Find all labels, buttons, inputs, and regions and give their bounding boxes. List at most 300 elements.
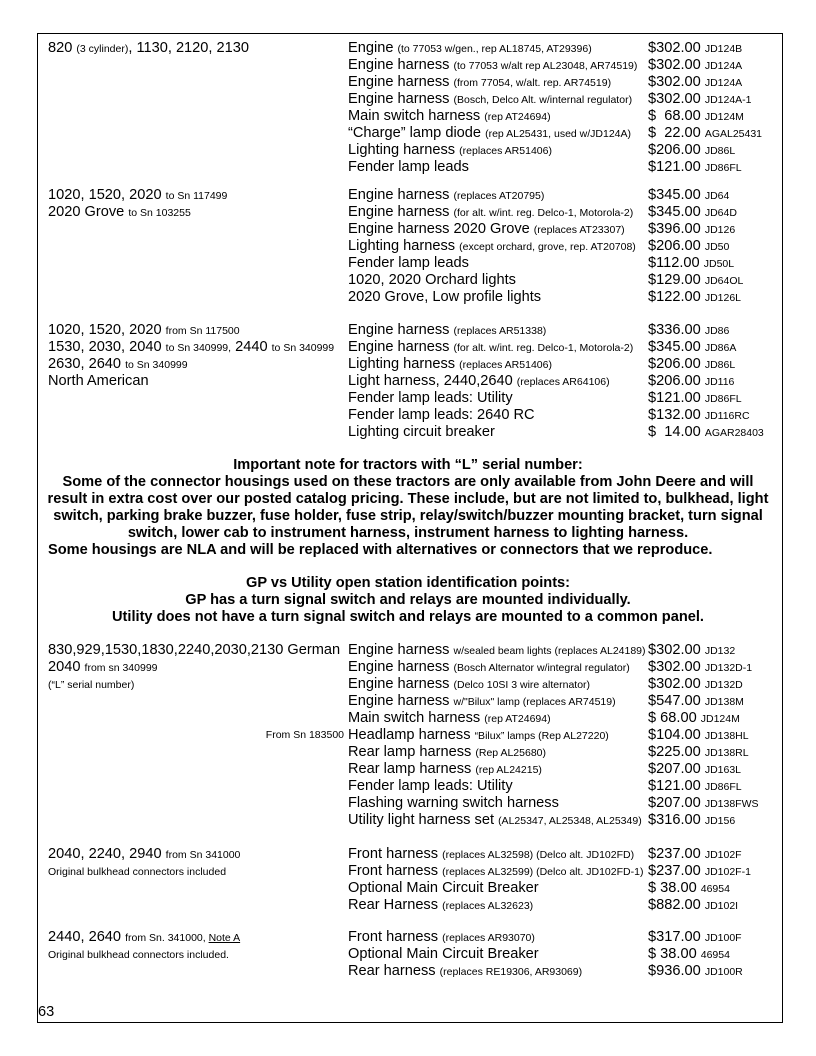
price-value: $302.00 bbox=[648, 74, 705, 90]
price-row bbox=[48, 659, 778, 676]
price-row bbox=[48, 897, 778, 914]
model-cell bbox=[48, 187, 227, 205]
price-cell bbox=[648, 407, 750, 425]
price-row bbox=[48, 204, 778, 221]
description-text: (to 77053 w/gen., rep AL18745, AT29396) bbox=[397, 43, 592, 55]
price-row bbox=[48, 761, 778, 778]
part-number: JD64OL bbox=[704, 275, 744, 287]
model-cell bbox=[48, 373, 149, 390]
note-line: Some of the connector housings used on these tractors are only available from John Deere and will bbox=[62, 474, 754, 490]
price-section-2440-late bbox=[48, 929, 778, 980]
description-text: Main switch harness bbox=[348, 710, 485, 726]
description-cell bbox=[348, 142, 552, 160]
description-text: “Charge” lamp diode bbox=[348, 125, 486, 141]
price-cell bbox=[648, 322, 729, 340]
price-value: $ 38.00 bbox=[648, 880, 701, 896]
model-text: (3 cylinder) bbox=[76, 43, 129, 55]
description-text: Main switch harness bbox=[348, 108, 485, 124]
price-cell bbox=[648, 238, 729, 256]
description-text: Engine harness 2020 Grove bbox=[348, 221, 534, 237]
description-cell bbox=[348, 963, 582, 981]
price-value: $ 38.00 bbox=[648, 946, 701, 962]
price-cell bbox=[648, 846, 742, 864]
price-value: $302.00 bbox=[648, 676, 705, 692]
price-row bbox=[48, 74, 778, 91]
model-cell bbox=[48, 322, 240, 340]
part-number: JD50 bbox=[704, 241, 730, 253]
description-text: (Rep AL25680) bbox=[475, 747, 546, 759]
description-text: Optional Main Circuit Breaker bbox=[348, 946, 539, 962]
description-cell bbox=[348, 863, 643, 881]
description-text: Flashing warning switch harness bbox=[348, 795, 559, 811]
price-value: $302.00 bbox=[648, 40, 705, 56]
price-value: $ 68.00 bbox=[648, 710, 701, 726]
part-number: JD102I bbox=[704, 900, 739, 912]
description-cell bbox=[348, 390, 513, 407]
description-text: Lighting harness bbox=[348, 356, 460, 372]
part-number: JD138FWS bbox=[704, 798, 759, 810]
part-number: AGAR28403 bbox=[704, 427, 764, 439]
part-number: JD64 bbox=[704, 190, 730, 202]
price-row bbox=[48, 727, 778, 744]
price-cell bbox=[648, 339, 736, 357]
model-text: (“L” serial number) bbox=[48, 679, 135, 691]
description-text: w/"Bilux" lamp (replaces AR74519) bbox=[453, 696, 616, 708]
part-number: JD124M bbox=[704, 111, 744, 123]
description-text: (for alt. w/int. reg. Delco-1, Motorola-2) bbox=[453, 207, 634, 219]
price-section-1020-early bbox=[48, 187, 778, 306]
description-text: Fender lamp leads bbox=[348, 255, 469, 271]
price-row bbox=[48, 108, 778, 125]
description-text: (except orchard, grove, rep. AT20708) bbox=[459, 241, 636, 253]
description-cell bbox=[348, 659, 630, 677]
price-value: $237.00 bbox=[648, 863, 705, 879]
note-line: Utility does not have a turn signal switch and relays are mounted to a common panel. bbox=[112, 609, 704, 625]
description-text: (rep AT24694) bbox=[484, 713, 551, 725]
price-value: $936.00 bbox=[648, 963, 705, 979]
price-value: $345.00 bbox=[648, 339, 705, 355]
price-value: $132.00 bbox=[648, 407, 705, 423]
description-cell bbox=[348, 204, 633, 222]
part-number: JD126 bbox=[704, 224, 736, 236]
model-text: 2630, 2640 bbox=[48, 356, 126, 372]
part-number: JD116RC bbox=[704, 410, 750, 422]
description-text: Engine harness bbox=[348, 676, 454, 692]
price-cell bbox=[648, 142, 735, 160]
description-text: Rear Harness bbox=[348, 897, 443, 913]
price-cell bbox=[648, 795, 759, 813]
part-number: AGAL25431 bbox=[704, 128, 763, 140]
price-cell bbox=[648, 727, 749, 745]
model-text: 2440 bbox=[231, 339, 272, 355]
description-text: (rep AL25431, used w/JD124A) bbox=[485, 128, 632, 140]
price-value: $207.00 bbox=[648, 795, 705, 811]
description-cell bbox=[348, 761, 542, 779]
price-row bbox=[48, 125, 778, 142]
part-number: 46954 bbox=[700, 883, 730, 895]
price-section-820-2130 bbox=[48, 40, 778, 176]
description-cell bbox=[348, 693, 616, 711]
price-cell bbox=[648, 693, 744, 711]
description-text: (replaces AL32598) (Delco alt. JD102FD) bbox=[442, 849, 635, 861]
part-number: JD86FL bbox=[704, 781, 742, 793]
price-cell bbox=[648, 108, 744, 126]
price-row bbox=[48, 693, 778, 710]
part-number: JD86L bbox=[704, 145, 736, 157]
note-line: Some housings are NLA and will be replaced with alternatives or connectors that we reproduce. bbox=[48, 542, 713, 558]
price-value: $121.00 bbox=[648, 390, 705, 406]
price-row bbox=[48, 187, 778, 204]
price-row bbox=[48, 356, 778, 373]
description-cell bbox=[348, 255, 469, 272]
price-row bbox=[48, 91, 778, 108]
model-cell bbox=[48, 40, 249, 58]
price-value: $207.00 bbox=[648, 761, 705, 777]
part-number: JD86L bbox=[704, 359, 736, 371]
price-value: $206.00 bbox=[648, 142, 705, 158]
description-cell bbox=[348, 778, 513, 795]
price-row bbox=[48, 238, 778, 255]
description-text: Engine harness bbox=[348, 91, 454, 107]
model-text: from Sn. 341000, bbox=[125, 932, 209, 944]
model-text: 2040 bbox=[48, 659, 85, 675]
price-value: $ 14.00 bbox=[648, 424, 705, 440]
price-cell bbox=[648, 159, 742, 177]
description-text: (Bosch, Delco Alt. w/internal regulator) bbox=[453, 94, 633, 106]
description-cell bbox=[348, 289, 541, 306]
description-text: Lighting circuit breaker bbox=[348, 424, 495, 440]
description-text: (from 77054, w/alt. rep. AR74519) bbox=[453, 77, 612, 89]
model-text: Original bulkhead connectors included. bbox=[48, 949, 229, 961]
description-cell bbox=[348, 424, 495, 441]
price-value: $345.00 bbox=[648, 187, 705, 203]
description-cell bbox=[348, 744, 546, 762]
part-number: JD116 bbox=[704, 376, 735, 388]
price-cell bbox=[648, 424, 764, 442]
part-number: JD102F-1 bbox=[704, 866, 751, 878]
part-number: JD156 bbox=[704, 815, 736, 827]
price-row bbox=[48, 744, 778, 761]
description-text: Engine harness bbox=[348, 322, 454, 338]
description-text: Engine harness bbox=[348, 642, 454, 658]
model-text: from sn 340999 bbox=[84, 662, 158, 674]
description-text: Engine harness bbox=[348, 57, 454, 73]
model-text: to Sn 103255 bbox=[128, 207, 191, 219]
model-text: to Sn 117499 bbox=[165, 190, 228, 202]
description-text: (rep AT24694) bbox=[484, 111, 551, 123]
price-value: $ 22.00 bbox=[648, 125, 705, 141]
description-text: Headlamp harness bbox=[348, 727, 475, 743]
part-number: JD100F bbox=[704, 932, 742, 944]
model-text: 2020 Grove bbox=[48, 204, 129, 220]
price-row bbox=[48, 289, 778, 306]
description-cell bbox=[348, 846, 634, 864]
price-value: $237.00 bbox=[648, 846, 705, 862]
price-cell bbox=[648, 897, 738, 915]
price-value: $316.00 bbox=[648, 812, 705, 828]
price-cell bbox=[648, 812, 735, 830]
part-number: JD102F bbox=[704, 849, 742, 861]
description-cell bbox=[348, 812, 642, 830]
model-text: North American bbox=[48, 373, 149, 389]
price-row bbox=[48, 929, 778, 946]
description-text: Engine harness bbox=[348, 74, 454, 90]
description-text: Rear lamp harness bbox=[348, 744, 476, 760]
price-row bbox=[48, 863, 778, 880]
model-cell bbox=[48, 929, 240, 947]
part-number: JD132D bbox=[704, 679, 743, 691]
description-cell bbox=[348, 727, 609, 745]
price-row bbox=[48, 812, 778, 829]
description-text: Front harness bbox=[348, 929, 443, 945]
part-number: JD132 bbox=[704, 645, 736, 657]
price-cell bbox=[648, 946, 730, 964]
price-cell bbox=[648, 390, 742, 408]
description-text: (replaces AR51406) bbox=[459, 359, 552, 371]
part-number: JD100R bbox=[704, 966, 743, 978]
description-cell bbox=[348, 74, 611, 92]
description-text: (replaces AR64106) bbox=[516, 376, 610, 388]
price-value: $302.00 bbox=[648, 57, 705, 73]
price-cell bbox=[648, 761, 741, 779]
description-text: Lighting harness bbox=[348, 142, 460, 158]
note-line: switch, lower cab to instrument harness, instrument harness to lighting harness. bbox=[127, 525, 689, 541]
description-cell bbox=[348, 187, 544, 205]
price-value: $396.00 bbox=[648, 221, 705, 237]
model-cell bbox=[48, 863, 226, 881]
price-cell bbox=[648, 40, 742, 58]
model-cell bbox=[48, 676, 134, 694]
part-number: JD86FL bbox=[704, 162, 742, 174]
price-cell bbox=[648, 963, 743, 981]
model-text: Note A bbox=[208, 932, 241, 944]
price-row bbox=[48, 880, 778, 897]
description-text: Utility light harness set bbox=[348, 812, 499, 828]
price-cell bbox=[648, 91, 752, 109]
model-text: to Sn 340999 bbox=[271, 342, 335, 354]
part-number: JD126L bbox=[704, 292, 742, 304]
description-text: Lighting harness bbox=[348, 238, 460, 254]
description-cell bbox=[348, 676, 590, 694]
description-text: Engine harness bbox=[348, 693, 454, 709]
part-number: JD138HL bbox=[704, 730, 749, 742]
note-line: switch, parking brake buzzer, fuse holder, fuse strip, relay/switch/buzzer mounting bracket, turn signal bbox=[53, 508, 763, 524]
price-cell bbox=[648, 863, 751, 881]
description-text: Optional Main Circuit Breaker bbox=[348, 880, 539, 896]
description-text: (to 77053 w/alt rep AL23048, AR74519) bbox=[453, 60, 638, 72]
price-row bbox=[48, 407, 778, 424]
price-row bbox=[48, 40, 778, 57]
price-row bbox=[48, 795, 778, 812]
model-text: 820 bbox=[48, 40, 77, 56]
price-row bbox=[48, 339, 778, 356]
description-cell bbox=[348, 322, 546, 340]
description-text: Fender lamp leads bbox=[348, 159, 469, 175]
price-row bbox=[48, 710, 778, 727]
part-number: JD124A bbox=[704, 60, 743, 72]
description-text: Fender lamp leads: Utility bbox=[348, 778, 513, 794]
price-value: $121.00 bbox=[648, 778, 705, 794]
description-text: Front harness bbox=[348, 846, 443, 862]
price-row bbox=[48, 142, 778, 159]
description-text: (for alt. w/int. reg. Delco-1, Motorola-2) bbox=[453, 342, 634, 354]
price-row bbox=[48, 322, 778, 339]
price-value: $302.00 bbox=[648, 659, 705, 675]
model-text: to Sn 340999 bbox=[125, 359, 188, 371]
price-cell bbox=[648, 125, 762, 143]
page-number: 63 bbox=[38, 1004, 55, 1020]
price-cell bbox=[648, 929, 742, 947]
description-text: 2020 Grove, Low profile lights bbox=[348, 289, 542, 305]
part-number: JD163L bbox=[704, 764, 742, 776]
description-text: (replaces AL32599) (Delco alt. JD102FD-1) bbox=[442, 866, 644, 878]
price-section-1020-late bbox=[48, 322, 778, 441]
model-cell bbox=[48, 339, 334, 357]
description-text: (replaces AR51406) bbox=[459, 145, 552, 157]
description-text: Rear lamp harness bbox=[348, 761, 476, 777]
description-cell bbox=[348, 91, 632, 109]
price-row bbox=[48, 221, 778, 238]
price-value: $302.00 bbox=[648, 642, 705, 658]
model-text: to Sn 340999, bbox=[165, 342, 232, 354]
description-cell bbox=[348, 159, 469, 176]
model-text: 2040, 2240, 2940 bbox=[48, 846, 166, 862]
description-text: Engine harness bbox=[348, 659, 454, 675]
description-text: (rep AL24215) bbox=[475, 764, 542, 776]
model-cell bbox=[48, 846, 240, 864]
price-row bbox=[48, 676, 778, 693]
description-text: (replaces RE19306, AR93069) bbox=[439, 966, 583, 978]
model-text: from Sn 341000 bbox=[165, 849, 241, 861]
price-cell bbox=[648, 74, 742, 92]
description-text: Fender lamp leads: 2640 RC bbox=[348, 407, 535, 423]
model-text: Original bulkhead connectors included bbox=[48, 866, 227, 878]
price-cell bbox=[648, 272, 743, 290]
price-row bbox=[48, 946, 778, 963]
price-row bbox=[48, 642, 778, 659]
price-row bbox=[48, 963, 778, 980]
part-number: JD86 bbox=[704, 325, 730, 337]
price-value: $129.00 bbox=[648, 272, 705, 288]
description-cell bbox=[348, 710, 551, 728]
note-line: result in extra cost over our posted catalog pricing. These include, but are not limited to, bulkhead, light bbox=[47, 491, 769, 507]
model-text: 1020, 1520, 2020 bbox=[48, 187, 166, 203]
price-cell bbox=[648, 373, 734, 391]
description-text: (replaces AR93070) bbox=[442, 932, 535, 944]
description-cell bbox=[348, 221, 625, 239]
description-text: w/sealed beam lights (replaces AL24189) bbox=[453, 645, 646, 657]
part-number: JD138M bbox=[704, 696, 744, 708]
description-text: Light harness, 2440,2640 bbox=[348, 373, 517, 389]
price-cell bbox=[648, 221, 735, 239]
price-section-german bbox=[48, 642, 778, 829]
model-cell bbox=[48, 946, 229, 964]
description-text: (replaces AL32623) bbox=[442, 900, 534, 912]
description-text: Engine harness bbox=[348, 204, 454, 220]
price-value: $104.00 bbox=[648, 727, 705, 743]
description-text: Fender lamp leads: Utility bbox=[348, 390, 513, 406]
model-cell bbox=[48, 659, 158, 677]
price-cell bbox=[648, 255, 734, 273]
price-value: $206.00 bbox=[648, 373, 705, 389]
price-section-2040-late bbox=[48, 846, 778, 914]
description-cell bbox=[348, 373, 610, 391]
part-number: JD64D bbox=[704, 207, 737, 219]
description-text: (Bosch Alternator w/integral regulator) bbox=[453, 662, 630, 674]
description-cell bbox=[348, 272, 516, 289]
model-text: from Sn 117500 bbox=[165, 325, 240, 337]
part-number: JD124A-1 bbox=[704, 94, 752, 106]
description-cell bbox=[348, 339, 633, 357]
price-value: $345.00 bbox=[648, 204, 705, 220]
description-cell bbox=[348, 40, 592, 58]
description-cell bbox=[348, 795, 559, 812]
serial-range-note: From Sn 183500 bbox=[265, 729, 344, 741]
description-cell bbox=[348, 108, 551, 126]
price-cell bbox=[648, 57, 742, 75]
description-text: Engine harness bbox=[348, 187, 454, 203]
description-cell bbox=[348, 407, 535, 424]
price-cell bbox=[648, 778, 742, 796]
price-row bbox=[48, 255, 778, 272]
price-row bbox=[48, 390, 778, 407]
part-number: JD124M bbox=[700, 713, 740, 725]
model-text: 2440, 2640 bbox=[48, 929, 126, 945]
gp-utility-note bbox=[38, 575, 778, 626]
description-text: Engine bbox=[348, 40, 398, 56]
description-cell bbox=[348, 946, 539, 963]
description-text: (replaces AR51338) bbox=[453, 325, 547, 337]
price-cell bbox=[648, 289, 741, 307]
description-cell bbox=[348, 897, 533, 915]
price-cell bbox=[648, 187, 729, 205]
price-cell bbox=[648, 642, 735, 660]
price-row bbox=[48, 846, 778, 863]
price-value: $206.00 bbox=[648, 356, 705, 372]
price-row bbox=[48, 57, 778, 74]
price-value: $ 68.00 bbox=[648, 108, 705, 124]
price-value: $122.00 bbox=[648, 289, 705, 305]
description-cell bbox=[348, 125, 631, 143]
description-text: Rear harness bbox=[348, 963, 440, 979]
l-serial-note bbox=[38, 457, 778, 559]
part-number: JD86A bbox=[704, 342, 737, 354]
price-row bbox=[48, 373, 778, 390]
price-cell bbox=[648, 710, 740, 728]
price-value: $112.00 bbox=[648, 255, 704, 271]
part-number: JD138RL bbox=[704, 747, 749, 759]
part-number: JD50L bbox=[703, 258, 735, 270]
part-number: JD124A bbox=[704, 77, 743, 89]
description-text: 1020, 2020 Orchard lights bbox=[348, 272, 516, 288]
description-text: (Delco 10SI 3 wire alternator) bbox=[453, 679, 591, 691]
price-row bbox=[48, 424, 778, 441]
price-value: $206.00 bbox=[648, 238, 705, 254]
model-text: 1530, 2030, 2040 bbox=[48, 339, 166, 355]
price-row bbox=[48, 778, 778, 795]
description-cell bbox=[348, 642, 646, 660]
description-cell bbox=[348, 57, 637, 75]
price-cell bbox=[648, 659, 752, 677]
price-value: $302.00 bbox=[648, 91, 705, 107]
description-text: “Bilux” lamps (Rep AL27220) bbox=[474, 730, 609, 742]
model-cell bbox=[48, 642, 340, 659]
note-heading: Important note for tractors with “L” serial number: bbox=[233, 457, 583, 473]
model-text: 830,929,1530,1830,2240,2030,2130 German bbox=[48, 642, 341, 658]
price-value: $547.00 bbox=[648, 693, 705, 709]
price-cell bbox=[648, 204, 737, 222]
price-value: $317.00 bbox=[648, 929, 705, 945]
